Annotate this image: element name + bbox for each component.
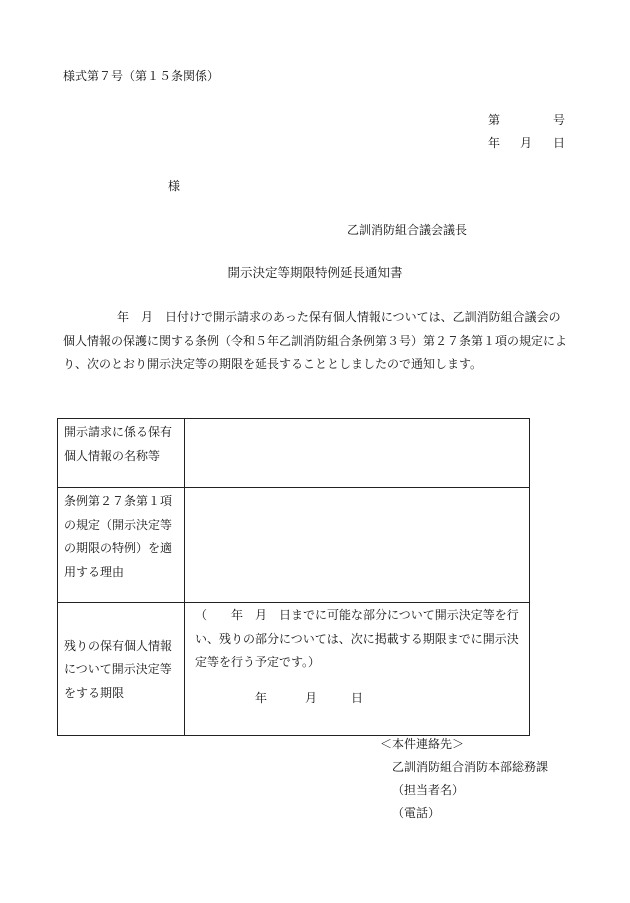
deadline-note: （ 年 月 日までに可能な部分について開示決定等を行い、残りの部分については、次に掲載する期限までに開示決定等を行う予定です。） (194, 608, 519, 669)
contact-heading: ＜本件連絡先＞ (380, 737, 465, 751)
date-year: 年 (488, 136, 501, 150)
document-number-suffix: 号 (553, 113, 566, 127)
row-value-deadline (184, 603, 529, 736)
contact-phone: （電話） (392, 806, 441, 820)
form-number: 様式第７号（第１５条関係） (63, 69, 220, 83)
row-value-reason (184, 488, 529, 603)
contact-person: （担当者名） (392, 783, 465, 797)
row-value-info-name (184, 419, 529, 488)
information-table (57, 418, 530, 736)
date-day: 日 (553, 136, 566, 150)
table-row (58, 419, 530, 488)
deadline-year: 年 (254, 690, 267, 705)
contact-department: 乙訓消防組合消防本部総務課 (392, 760, 549, 774)
table-row (58, 603, 530, 736)
row-label-info-name: 開示請求に係る保有個人情報の名称等 (58, 419, 185, 488)
sender-name: 乙訓消防組合議会議長 (347, 223, 468, 237)
document-title: 開示決定等期限特例延長通知書 (227, 265, 403, 280)
deadline-date (185, 689, 529, 719)
row-label-deadline: 残りの保有個人情報について開示決定等をする期限 (58, 603, 185, 736)
table-row (58, 488, 530, 603)
body-paragraph: 年 月 日付けで開示請求のあった保有個人情報については、乙訓消防組合議会の個人情報の保護に関する条例（令和５年乙訓消防組合条例第３号）第２７条第１項の規定により、次のとおり開示決定等の期限を延長することとしましたので通知します。 (63, 310, 568, 371)
row-label-reason: 条例第２７条第１項の規定（開示決定等の期限の特例）を適用する理由 (58, 488, 185, 603)
deadline-day: 日 (350, 690, 363, 705)
recipient-honorific: 様 (168, 179, 181, 193)
date-month: 月 (520, 136, 533, 150)
document-number-prefix: 第 (488, 113, 501, 127)
deadline-month: 月 (304, 690, 317, 705)
